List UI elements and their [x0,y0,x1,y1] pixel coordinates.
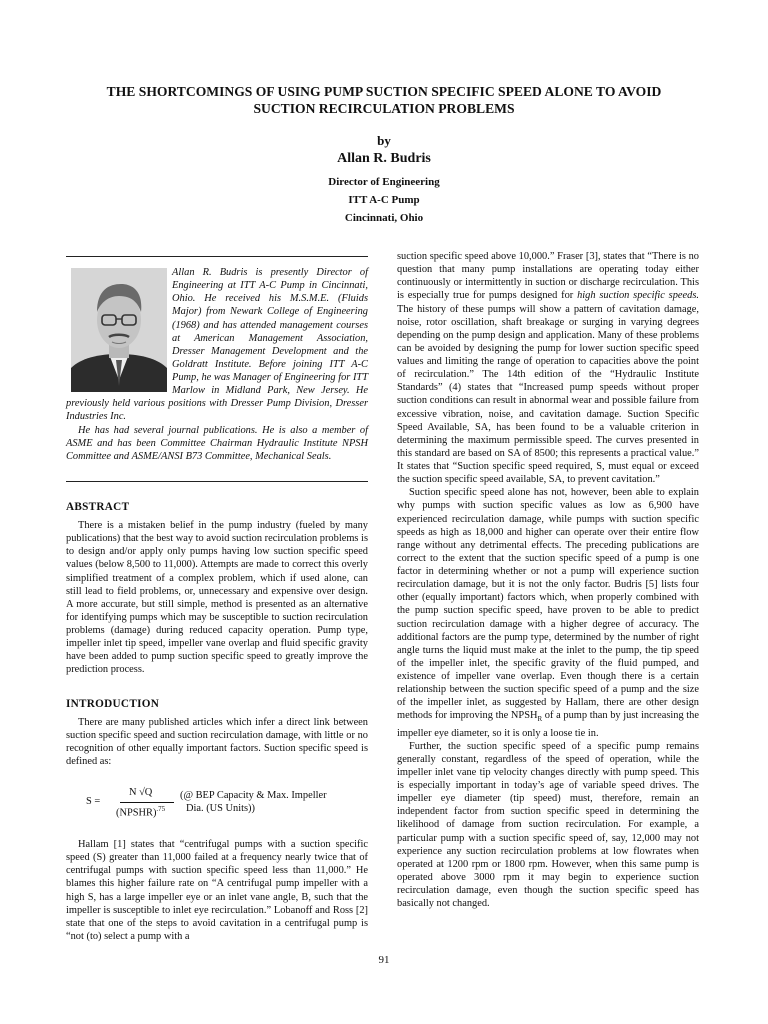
introduction-heading: INTRODUCTION [66,698,160,710]
author-position: Director of Engineering [328,176,440,188]
suction-specific-speed-equation [86,786,376,826]
author-location: Cincinnati, Ohio [344,212,424,224]
author-name: Allan R. Budris [337,151,431,166]
fraction-bar [120,802,174,803]
abstract-paragraph: There is a mistaken belief in the pump industry (fueled by many publications) that the best way to avoid suction recirculation problems is to design and/or apply only pumps having low suction specific speed values (below 8,500 to 11,000). Attempts are made to correct this overly simplified treatment of a complex problem, which if used alone, can still lead to field problems, or, unnecessary and expensive over design. A more accurate, but still simple, method is presented as an alternative for identifying pumps which may be susceptible to suction recirculation problems (damage) during reduced capacity operation. Pump type, impeller inlet tip speed, impeller vane overlap and fluid specific gravity have been added to pump suction specific speed to greatly improve the prediction process. [66,520,368,676]
title-line-2: SUCTION RECIRCULATION PROBLEMS [253,101,515,116]
abstract-body [66,519,368,677]
byline-by: by [377,133,391,148]
right-paragraph-2: Suction specific speed alone has not, however, been able to explain why pumps with suction specific values as low as 6,900 have experienced recirculation damage, while pumps with suction specific speeds as high as 18,000 and higher can operate over their entire flow range without any detrimental effects. The preceding publications are correct to the extent that the suction specific speed of a pump is one factor in determining whether or not a pump will experience suction recirculation damage, but it is not the only factor. Budris [5] lists four other (equally important) factors which, when properly combined with the pump suction specific speed, have proven to be able to predict suction recirculation damage with a higher degree of accuracy. The additional factors are the pump type, determined by the number of right angle turns the liquid must make at the inlet to the pump, the tip speed of the impeller inlet, the specific gravity of the fluid pumped, and existence of impeller vane overlap. Even though there is a certain relationship between the suction specific speed of a pump and the size of the impeller inlet, as suggested by Hallam, there are other design methods for improving the $NPSH_R$ of a pump than by just increasing the impeller eye diameter, so it is only a loose tie in. [397,487,699,739]
title-line-1: THE SHORTCOMINGS OF USING PUMP SUCTION SPECIFIC SPEED ALONE TO AVOID [106,84,662,99]
equation-numerator: N √Q [129,787,153,798]
right-column [397,250,699,910]
paper-title [40,83,728,117]
equation-exponent: .75 [156,805,166,813]
bio-paragraph-1: Allan R. Budris is presently Director of Engineering at ITT A-C Pump in Cincinnati, Ohio. He received his M.S.M.E. (Fluids Major) from Newark College of Engineering (1968) and has attended management courses at American Management Association, Dresser Management Development and the Goldratt Institute. Before joining ITT A-C Pump, he was Manager of Engineering for ITT Marlow in Midland Park, New Jersey. He previously held various positions with Dresser Pump Division, Dresser Industries Inc. [66,267,368,423]
equation-lhs: S = [86,796,101,807]
equation-note-2: Dia. (US Units)) [186,803,255,814]
bio-top-divider [66,256,368,257]
hallam-body [66,838,368,943]
bio-paragraph-2: He has had several journal publications. He is also a member of ASME and has been Committee Chairman Hydraulic Institute NPSH Committee and ASME/ANSI B73 Committee, Mechanical Seals. [66,424,368,462]
equation-note-1: (@ BEP Capacity & Max. Impeller [180,790,327,801]
hallam-paragraph: Hallam [1] states that “centrifugal pumps with a suction specific speed (S) greater than 11,000 failed at a frequency nearly twice that of centrifugal pumps with suction specific speed less than 11,000.” He blames this higher failure rate on “A centrifugal pump impeller with a high S, has a large impeller eye or an inlet vane angle, B, such that the impeller is susceptible to inlet eye recirculation.” Lobanoff and Ross [2] state that one of the steps to avoid cavitation in a centrifugal pump is “not (to) select a pump with a [66,839,368,942]
bio-bottom-divider [66,481,368,482]
introduction-paragraph: There are many published articles which infer a direct link between suction specific speed and suction recirculation damage, with little or no recognition of other equally important factors. Suction specific speed is defined as: [66,717,368,768]
abstract-heading: ABSTRACT [66,501,130,513]
right-paragraph-3: Further, the suction specific speed of a specific pump remains generally constant, regardless of the speed of operation, while the impeller inlet vane tip velocity changes directly with pump speed. This is especially important in today’s age of variable speed drives. The impeller eye diameter (tip speed) must, therefore, remain an independent factor from suction specific speed in determining the likelihood of damage from suction recirculation. For example, a particular pump with a suction specific speed of, say, 12,000 may not experience any suction recirculation problems at low flowrates when operated at 1200 rpm or 1800 rpm. However, when this same pump is operated above 3000 rpm it may begin to experience suction recirculation damage, even though the suction specific speed has basically not changed. [397,740,699,910]
page-number: 91 [378,954,390,966]
equation-denominator: (NPSHR)$^{.75}$ [116,805,166,819]
introduction-body [66,716,368,769]
right-paragraph-1: suction specific speed above 10,000.” Fraser [3], states that “There is no question that many pump installations are operating today either continuously or intermittently in suction or discharge recirculation. This is especially true for pumps designed for high suction specific speeds. The history of these pumps will show a pattern of cavitation damage, noise, rotor oscillation, shaft breakage or surging in varying degrees depending on the pump design and application. Many of these problems can be avoided by designing the pump for lower suction specific speed values and limiting the range of operation to capacities above the point of recirculation.” The 14th edition of the “Hydraulic Institute Standards” (4) states that “Increased pump speeds without proper suction conditions can result in abnormal wear and possible failure from excessive vibration, noise, and cavitation damage. Suction Specific Speed Available, SA, has been found to be a valuable criterion in determining the maximum permissible speed. The curves presented in this standard are based on SA of 8500; this represents a practical value.” It states that “Suction specific speed required, S, must equal or exceed the suction specific speed available, SA, to prevent cavitation.” [397,251,699,486]
author-biography [66,266,368,463]
author-company: ITT A-C Pump [348,194,420,206]
